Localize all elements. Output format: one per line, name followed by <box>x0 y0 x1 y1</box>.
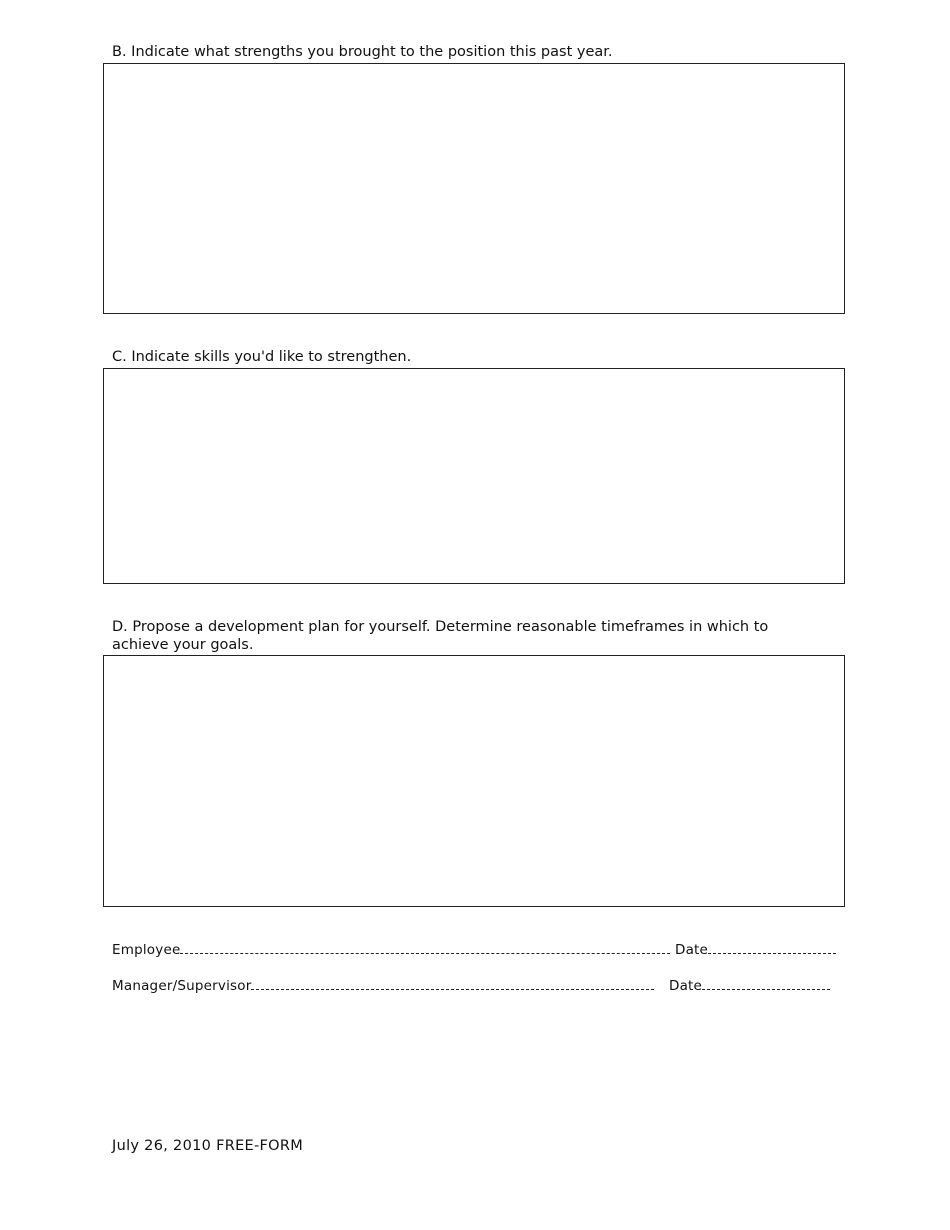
manager-signature-row <box>112 978 830 994</box>
manager-date-field[interactable] <box>702 978 830 990</box>
section-b-answer-box[interactable] <box>103 63 845 314</box>
section-d-prompt: D. Propose a development plan for yourself. Determine reasonable timeframes in which to achieve your goals. <box>112 619 769 653</box>
section-b-prompt: B. Indicate what strengths you brought to the position this past year. <box>112 44 613 60</box>
employee-signature-field[interactable] <box>180 942 670 954</box>
manager-signature-field[interactable] <box>251 978 654 990</box>
employee-date-field[interactable] <box>708 942 836 954</box>
manager-label: Manager/Supervisor <box>112 978 252 994</box>
section-d-answer-box[interactable] <box>103 655 845 907</box>
manager-date-label: Date <box>668 978 703 994</box>
section-c-prompt: C. Indicate skills you'd like to strengthen. <box>112 349 412 365</box>
section-c-answer-box[interactable] <box>103 368 845 584</box>
employee-signature-row <box>112 942 836 958</box>
employee-label: Employee <box>112 942 181 958</box>
employee-date-label: Date <box>674 942 709 958</box>
footer-text: July 26, 2010 FREE-FORM <box>112 1138 304 1154</box>
